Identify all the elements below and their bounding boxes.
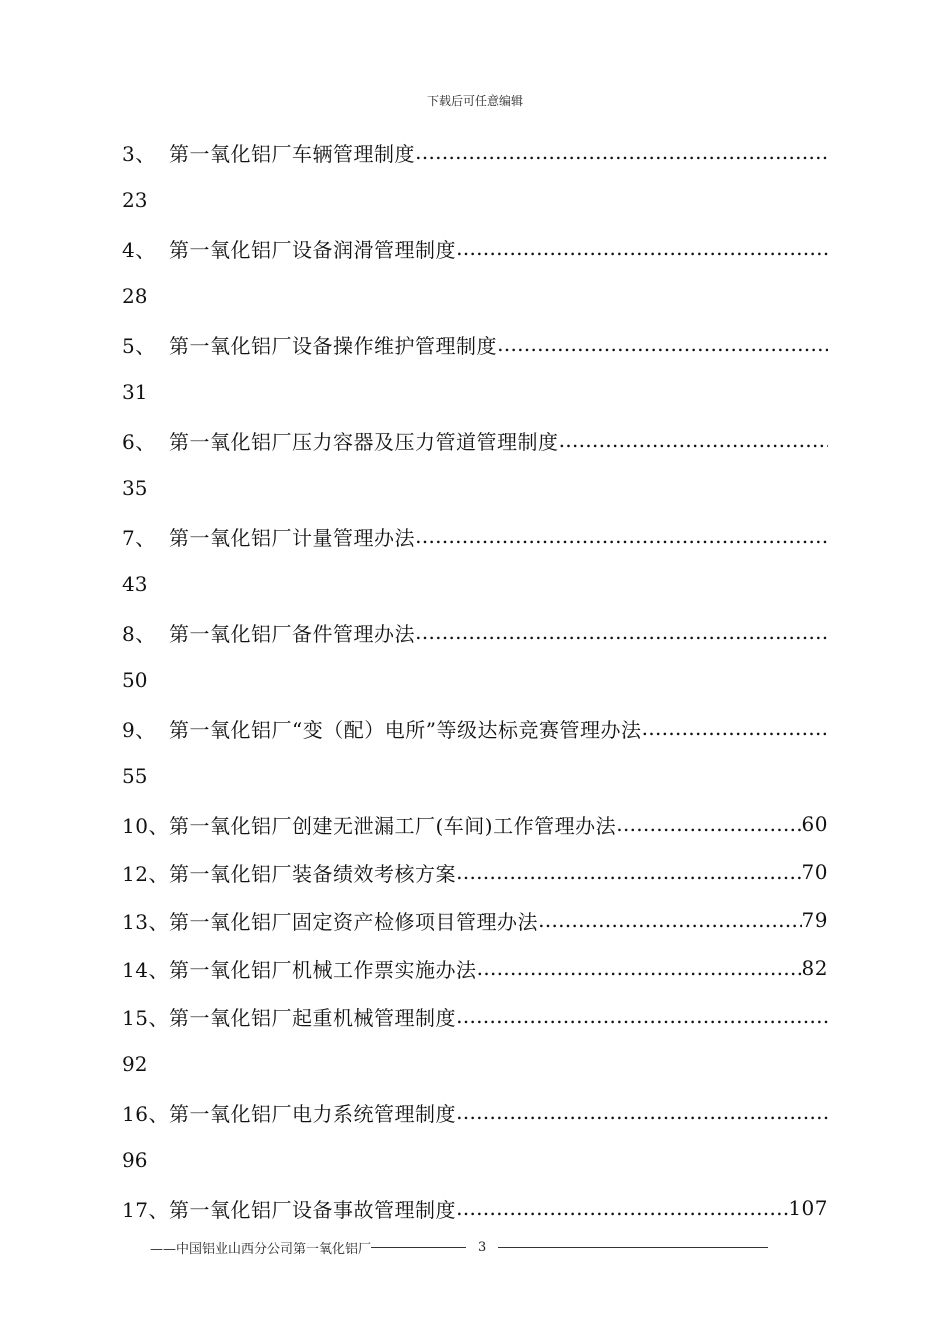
toc-entry-title: 第一氧化铝厂备件管理办法: [169, 621, 415, 646]
toc-entry: [122, 848, 828, 896]
toc-leader-dots: [538, 908, 802, 932]
toc-entry: [122, 608, 828, 656]
toc-entry-page: 55: [122, 764, 148, 788]
table-of-contents: [122, 128, 828, 1232]
toc-entry-page: 60: [801, 812, 828, 836]
toc-entry: [122, 704, 828, 752]
toc-entry-page: 50: [122, 668, 148, 692]
toc-entry: [122, 896, 828, 944]
toc-entry-number: 5、: [122, 333, 156, 358]
toc-entry-page: 43: [122, 572, 148, 596]
toc-entry-number: 12、: [122, 861, 169, 886]
footer-rule-left: [371, 1247, 466, 1248]
toc-leader-dots: [456, 860, 802, 884]
toc-entry: [122, 992, 828, 1040]
toc-leader-dots: [415, 524, 828, 548]
footer-page-number: 3: [478, 1240, 487, 1255]
toc-entry-page: 35: [122, 476, 148, 500]
toc-entry: [122, 416, 828, 464]
toc-entry-number: 17、: [122, 1197, 169, 1222]
toc-entry-title: 第一氧化铝厂计量管理办法: [169, 525, 415, 550]
toc-entry-title: 第一氧化铝厂车辆管理制度: [169, 141, 415, 166]
toc-entry-page: 107: [788, 1196, 828, 1220]
toc-entry-page: 79: [801, 908, 828, 932]
toc-entry: [122, 320, 828, 368]
toc-entry-number: 13、: [122, 909, 169, 934]
toc-entry-title: 第一氧化铝厂机械工作票实施办法: [169, 957, 477, 982]
page-footer: [150, 1238, 810, 1257]
toc-entry-page: 82: [801, 956, 828, 980]
toc-entry-page: 92: [122, 1052, 148, 1076]
toc-entry-number: 9、: [122, 717, 156, 742]
toc-leader-dots: [616, 812, 801, 836]
toc-leader-dots: [456, 1100, 828, 1124]
toc-entry-number: 16、: [122, 1101, 169, 1126]
toc-entry: [122, 1088, 828, 1136]
toc-entry-title: 第一氧化铝厂“变（配）电所”等级达标竞赛管理办法: [169, 717, 642, 742]
toc-entry-number: 7、: [122, 525, 156, 550]
toc-entry-title: 第一氧化铝厂创建无泄漏工厂(车间)工作管理办法: [169, 813, 617, 838]
toc-leader-dots: [456, 1196, 788, 1220]
toc-leader-dots: [415, 140, 828, 164]
toc-entry-title: 第一氧化铝厂固定资产检修项目管理办法: [169, 909, 538, 934]
toc-entry-title: 第一氧化铝厂设备润滑管理制度: [169, 237, 456, 262]
toc-entry-number: 14、: [122, 957, 169, 982]
toc-leader-dots: [497, 332, 828, 356]
toc-leader-dots: [415, 620, 828, 644]
toc-entry-title: 第一氧化铝厂压力容器及压力管道管理制度: [169, 429, 559, 454]
toc-entry-number: 15、: [122, 1005, 169, 1030]
toc-leader-dots: [456, 236, 828, 260]
toc-entry-number: 3、: [122, 141, 156, 166]
toc-entry-number: 10、: [122, 813, 169, 838]
toc-entry-title: 第一氧化铝厂设备操作维护管理制度: [169, 333, 497, 358]
toc-entry-page: 96: [122, 1148, 148, 1172]
toc-entry-page: 31: [122, 380, 148, 404]
toc-entry-number: 4、: [122, 237, 156, 262]
toc-entry-title: 第一氧化铝厂起重机械管理制度: [169, 1005, 456, 1030]
toc-entry: [122, 800, 828, 848]
footer-org: ——中国铝业山西分公司第一氧化铝厂: [150, 1242, 372, 1257]
toc-entry: [122, 944, 828, 992]
toc-entry-page: 28: [122, 284, 148, 308]
toc-entry: [122, 128, 828, 176]
toc-entry-title: 第一氧化铝厂装备绩效考核方案: [169, 861, 456, 886]
toc-leader-dots: [641, 716, 828, 740]
page-header: 下载后可任意编辑: [426, 94, 523, 108]
toc-entry: [122, 512, 828, 560]
toc-entry-page: 70: [801, 860, 828, 884]
toc-entry-number: 6、: [122, 429, 156, 454]
toc-leader-dots: [559, 428, 829, 452]
toc-entry-title: 第一氧化铝厂设备事故管理制度: [169, 1197, 456, 1222]
toc-entry-title: 第一氧化铝厂电力系统管理制度: [169, 1101, 456, 1126]
toc-entry: [122, 224, 828, 272]
toc-entry-page: 23: [122, 188, 148, 212]
toc-entry-number: 8、: [122, 621, 156, 646]
footer-rule-right: [498, 1247, 768, 1248]
toc-leader-dots: [477, 956, 802, 980]
toc-leader-dots: [456, 1004, 828, 1028]
toc-entry: [122, 1184, 828, 1232]
